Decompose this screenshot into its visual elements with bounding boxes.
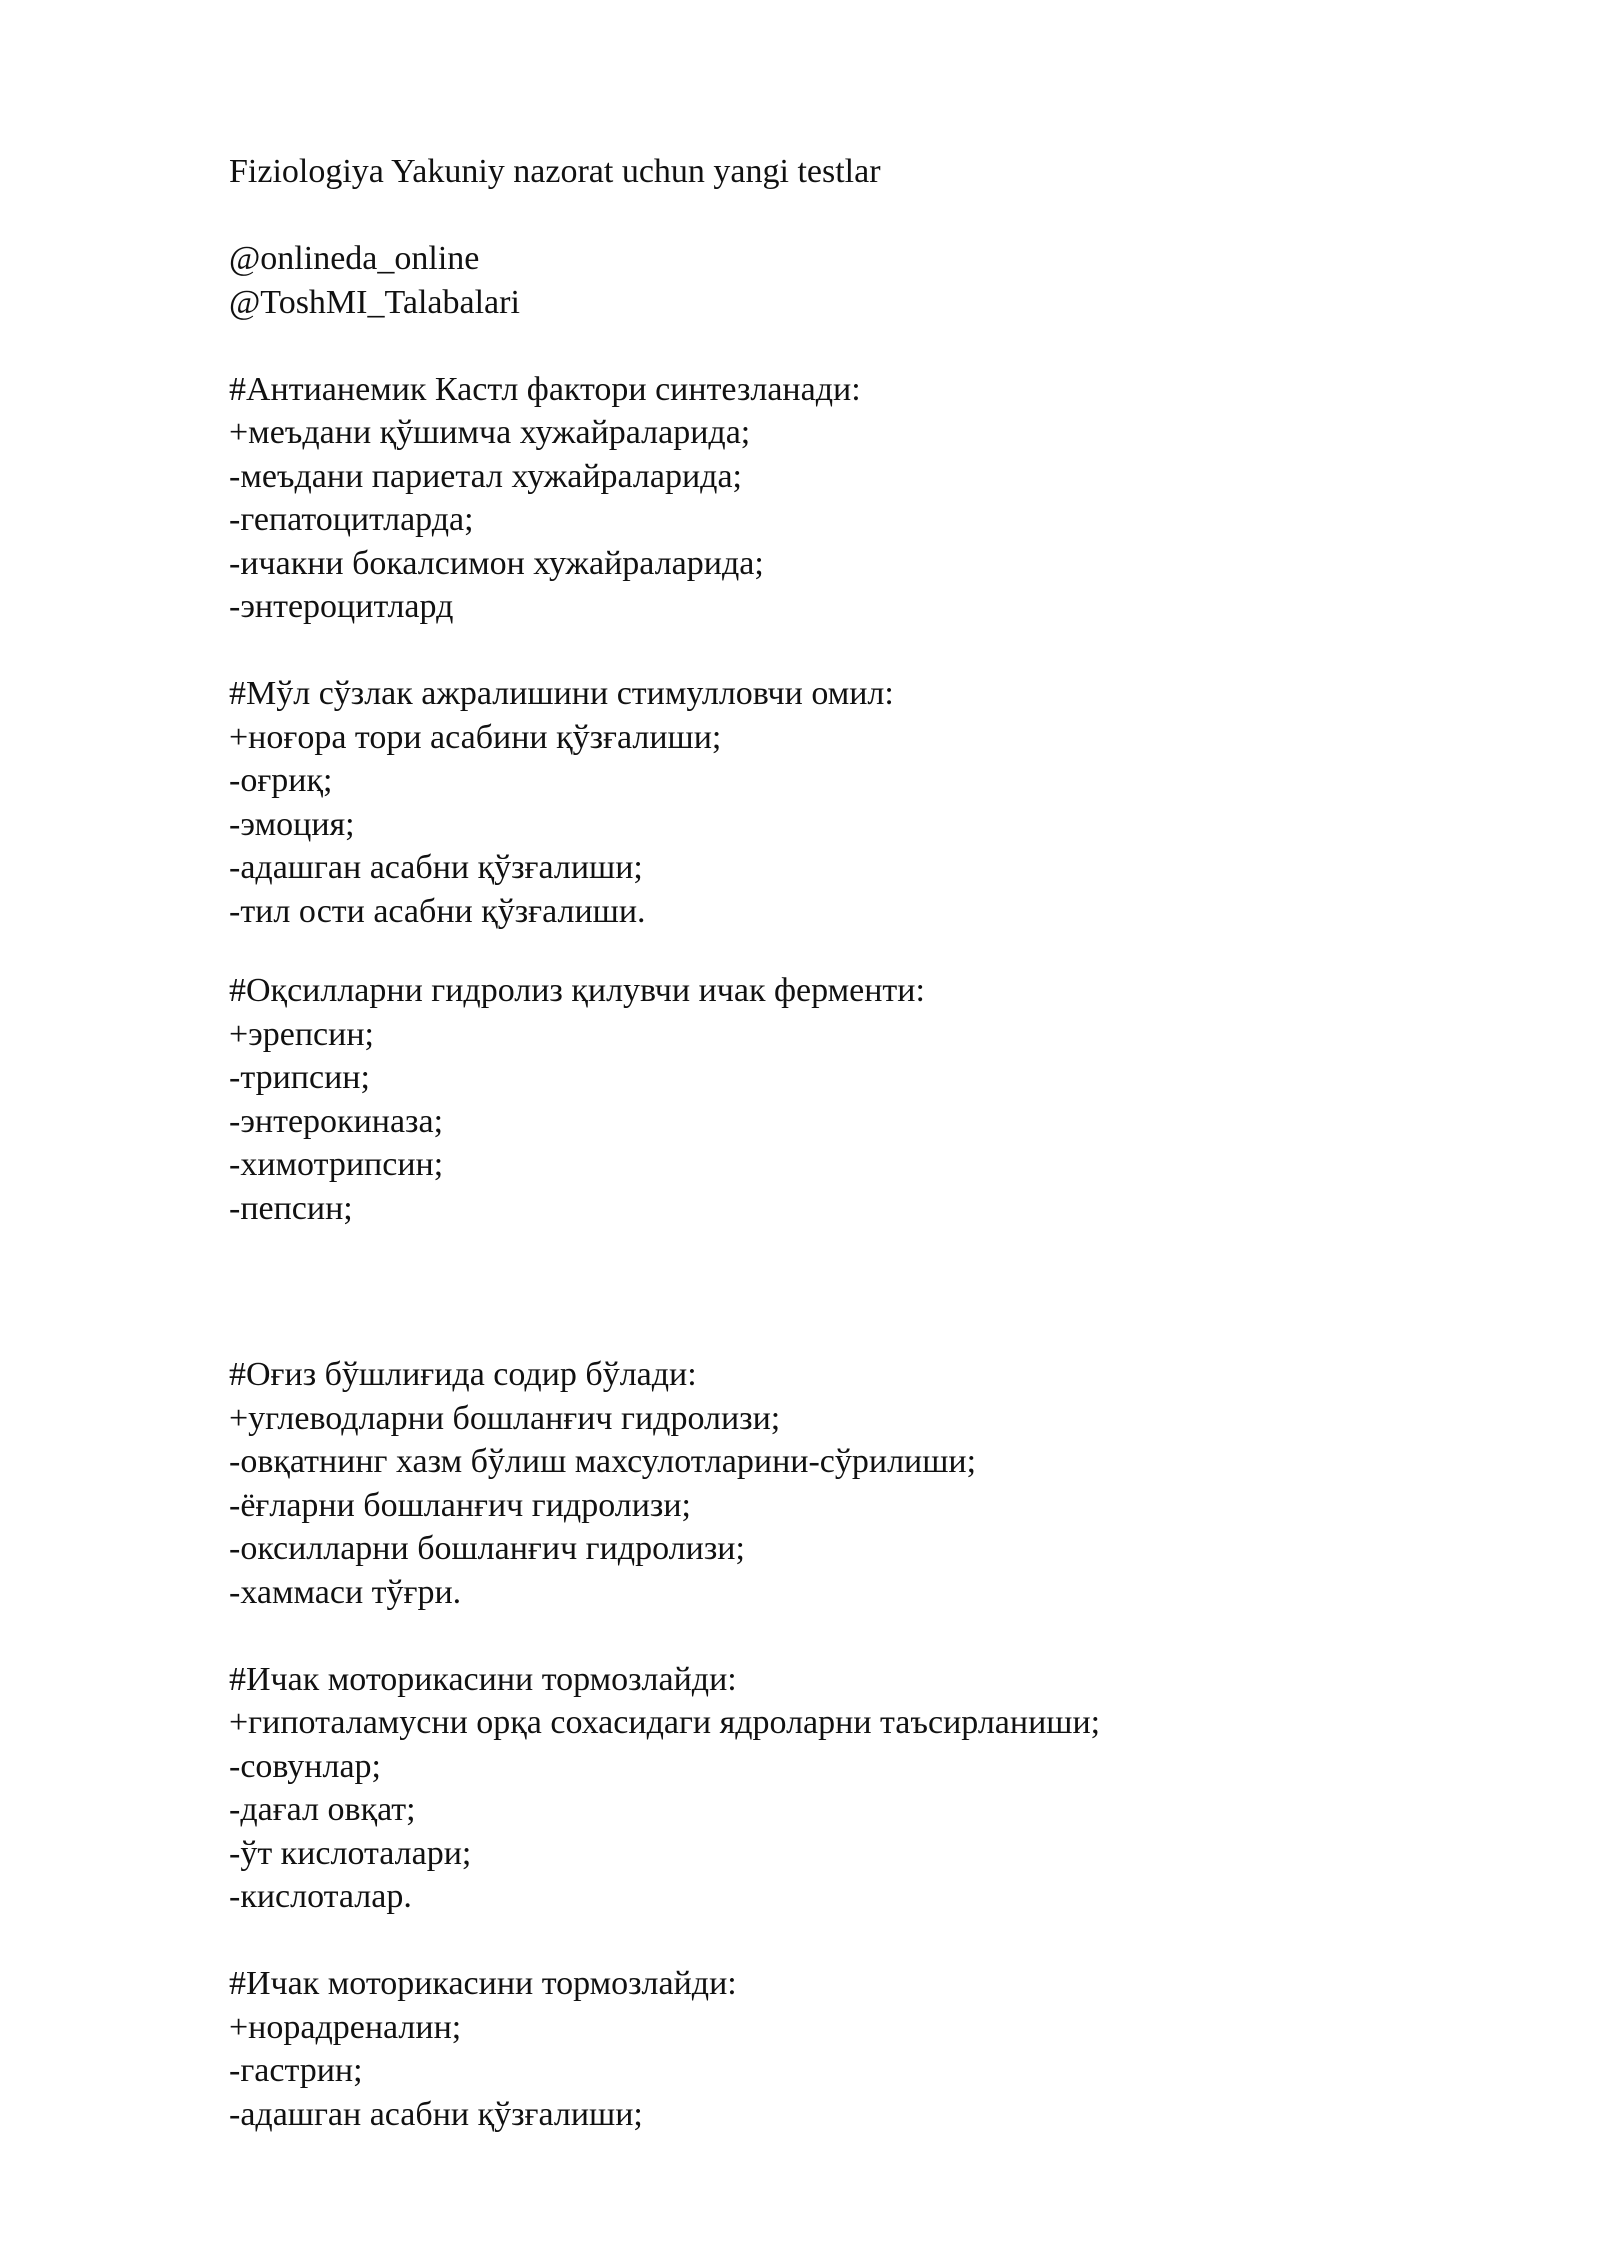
channel-handle: @onlineda_online	[229, 240, 480, 277]
question-block	[229, 1353, 1479, 1614]
answer-option: -химотрипсин;	[229, 1146, 444, 1183]
answer-option: -энтерокиназа;	[229, 1102, 444, 1140]
answer-option: -ёғларни бошланғич гидролизи;	[229, 1486, 692, 1524]
question-block	[229, 368, 1479, 629]
answer-option: +углеводларни бошланғич гидролизи;	[229, 1399, 781, 1437]
answer-option: +ноғора тори асабини қўзғалиши;	[229, 718, 722, 756]
answer-option: -гастрин;	[229, 2052, 363, 2089]
answer-option: -гепатоцитларда;	[229, 501, 474, 538]
question-text: #Ичак моторикасини тормозлайди:	[229, 1965, 737, 2002]
question-block	[229, 969, 1479, 1230]
question-text: #Оқсилларни гидролиз қилувчи ичак ферменти:	[229, 972, 925, 1009]
document-title: Fiziologiya Yakuniy nazorat uchun yangi testlar	[229, 153, 881, 190]
question-block	[229, 1658, 1479, 1919]
answer-option: -хаммаси тўғри.	[229, 1573, 462, 1611]
spacer	[229, 324, 1479, 368]
answer-option: -энтероцитлард	[229, 588, 454, 625]
spacer	[229, 1614, 1479, 1658]
answer-option: -тил ости асабни қўзғалиши.	[229, 892, 646, 930]
answer-option: -трипсин;	[229, 1059, 370, 1096]
question-text: #Оғиз бўшлиғида содир бўлади:	[229, 1356, 697, 1393]
spacer	[229, 1230, 1479, 1353]
spacer	[229, 933, 1479, 969]
answer-option: -адашган асабни қўзғалиши;	[229, 2095, 643, 2133]
answer-option: -дағал овқат;	[229, 1791, 416, 1828]
answer-option: -ўт кислоталари;	[229, 1834, 472, 1872]
answer-option: -кислоталар.	[229, 1878, 412, 1915]
question-block	[229, 1962, 1479, 2136]
answer-option: -меъдани париетал хужайраларида;	[229, 457, 743, 495]
answer-option: -ичакни бокалсимон хужайраларида;	[229, 544, 764, 582]
question-text: #Мўл сўзлак ажралишини стимулловчи омил:	[229, 675, 894, 712]
spacer	[229, 629, 1479, 673]
answer-option: -оғриқ;	[229, 762, 333, 799]
channel-handle: @ToshMI_Talabalari	[229, 283, 520, 321]
question-block	[229, 672, 1479, 933]
answer-option: +меъдани қўшимча хужайраларида;	[229, 414, 751, 451]
spacer	[229, 1919, 1479, 1963]
answer-option: +эрепсин;	[229, 1015, 374, 1053]
document-body	[229, 150, 1479, 2136]
question-text: #Антианемик Кастл фактори синтезланади:	[229, 370, 861, 408]
answer-option: -адашган асабни қўзғалиши;	[229, 849, 643, 886]
answer-option: -оксилларни бошланғич гидролизи;	[229, 1530, 745, 1567]
answer-option: -овқатнинг хазм бўлиш махсулотларини-сўрилиши;	[229, 1443, 977, 1480]
spacer	[229, 194, 1479, 238]
answer-option: -эмоция;	[229, 805, 355, 843]
answer-option: -совунлар;	[229, 1747, 382, 1785]
answer-option: +гипоталамусни орқа сохасидаги ядроларни таъсирланиши;	[229, 1704, 1101, 1741]
answer-option: +норадреналин;	[229, 2008, 462, 2046]
answer-option: -пепсин;	[229, 1189, 353, 1227]
question-text: #Ичак моторикасини тормозлайди:	[229, 1660, 737, 1698]
